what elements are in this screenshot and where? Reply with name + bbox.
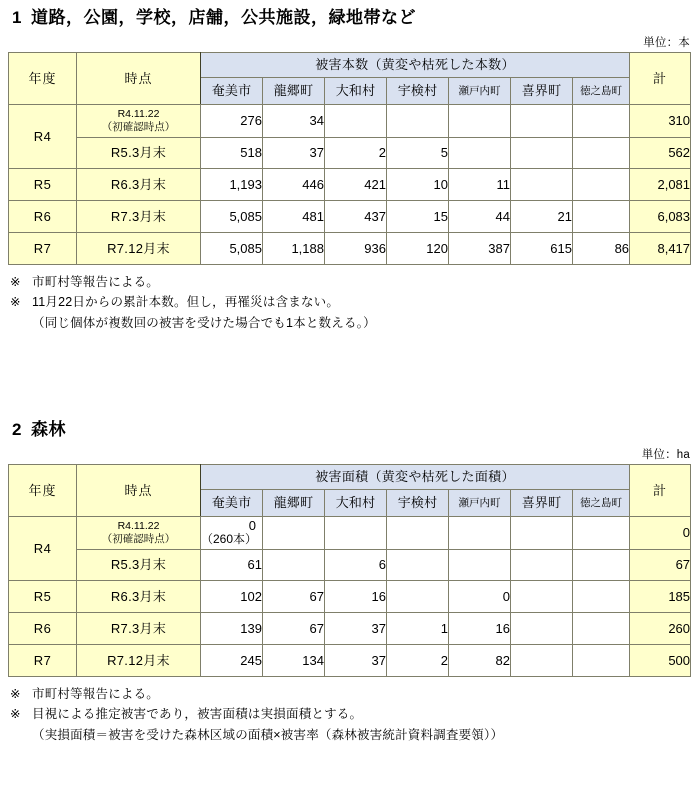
- cell-point: [77, 516, 201, 549]
- note-text: （同じ個体が複数回の被害を受けた場合でも1本と数える。）: [32, 315, 376, 330]
- note-text: （実損面積＝被害を受けた森林区域の面積×被害率（森林被害統計資料調査要領））: [32, 727, 504, 742]
- cell-value: [573, 138, 630, 169]
- col-header-point: 時点: [77, 52, 201, 104]
- section-1-number: 1: [12, 8, 22, 27]
- cell-value: 82: [449, 645, 511, 677]
- col-header-year: 年度: [9, 52, 77, 104]
- cell-total: 260: [630, 613, 691, 645]
- damage-area-table: [8, 464, 691, 677]
- cell-total: 562: [630, 138, 691, 169]
- cell-value: 120: [387, 233, 449, 265]
- cell-value: [449, 550, 511, 581]
- cell-value: 1,188: [263, 233, 325, 265]
- cell-value: 67: [263, 613, 325, 645]
- table-row: [9, 516, 691, 549]
- cell-value: [387, 581, 449, 613]
- cell-year: R4: [9, 516, 77, 580]
- cell-value: [511, 645, 573, 677]
- col-header-municipality-0: 奄美市: [201, 77, 263, 104]
- cell-value: 67: [263, 581, 325, 613]
- col-header-total: 計: [630, 464, 691, 516]
- col-header-municipality-1: 龍郷町: [263, 77, 325, 104]
- cell-value: 15: [387, 201, 449, 233]
- section-2-number: 2: [12, 420, 22, 439]
- cell-value: 421: [325, 169, 387, 201]
- cell-point: R7.12月末: [77, 645, 201, 677]
- note-text: 目視による推定被害であり，被害面積は実損面積とする。: [32, 707, 363, 722]
- table-row: [9, 581, 691, 613]
- cell-value: [573, 104, 630, 137]
- cell-point: R7.3月末: [77, 201, 201, 233]
- cell-total: 0: [630, 516, 691, 549]
- cell-point: R6.3月末: [77, 169, 201, 201]
- cell-value: 44: [449, 201, 511, 233]
- cell-value-subnote: （260本）: [201, 532, 258, 547]
- table-row: [9, 613, 691, 645]
- cell-point-line2: （初確認時点）: [101, 532, 176, 545]
- cell-value: [201, 516, 263, 549]
- cell-year: R5: [9, 169, 77, 201]
- cell-value: 86: [573, 233, 630, 265]
- cell-value: 5,085: [201, 201, 263, 233]
- cell-value: 2: [387, 645, 449, 677]
- cell-total: 500: [630, 645, 691, 677]
- col-header-municipality-6: 徳之島町: [573, 77, 630, 104]
- cell-value: [449, 516, 511, 549]
- table-row: [9, 645, 691, 677]
- col-header-municipality-2: 大和村: [325, 77, 387, 104]
- cell-value: [325, 516, 387, 549]
- cell-value: 2: [325, 138, 387, 169]
- section-forest: [0, 412, 700, 745]
- table-row: [9, 104, 691, 137]
- table-row: [9, 169, 691, 201]
- cell-value: [573, 613, 630, 645]
- cell-value: 134: [263, 645, 325, 677]
- cell-value: 16: [325, 581, 387, 613]
- cell-value: 446: [263, 169, 325, 201]
- cell-value: 61: [201, 550, 263, 581]
- cell-point: R5.3月末: [77, 138, 201, 169]
- cell-value: 5,085: [201, 233, 263, 265]
- cell-year: R6: [9, 201, 77, 233]
- cell-total: 185: [630, 581, 691, 613]
- cell-value: 276: [201, 104, 263, 137]
- cell-value: [573, 516, 630, 549]
- cell-value: 102: [201, 581, 263, 613]
- col-header-group: 被害面積（黄変や枯死した面積）: [201, 464, 630, 489]
- cell-value: 1: [387, 613, 449, 645]
- cell-value: [511, 104, 573, 137]
- cell-point-line1: R4.11.22: [117, 107, 160, 120]
- cell-value: 245: [201, 645, 263, 677]
- section-1-heading: [0, 0, 700, 30]
- note-text: 市町村等報告による。: [32, 687, 160, 702]
- section-1-title: 道路，公園，学校，店舗，公共施設，緑地帯など: [30, 8, 416, 27]
- cell-value: [263, 516, 325, 549]
- cell-value: [573, 581, 630, 613]
- cell-value: [387, 550, 449, 581]
- col-header-municipality-0: 奄美市: [201, 489, 263, 516]
- cell-value: 10: [387, 169, 449, 201]
- cell-total: 310: [630, 104, 691, 137]
- col-header-municipality-4: 瀬戸内町: [449, 489, 511, 516]
- cell-value: [511, 581, 573, 613]
- cell-value: [325, 104, 387, 137]
- cell-point-line1: R4.11.22: [117, 519, 160, 532]
- cell-value: [387, 104, 449, 137]
- col-header-municipality-3: 宇検村: [387, 77, 449, 104]
- cell-value-main: 0: [248, 517, 256, 533]
- cell-value: 518: [201, 138, 263, 169]
- section-2-unit-label: 単位：ha: [641, 448, 690, 461]
- cell-value: 936: [325, 233, 387, 265]
- cell-value: 139: [201, 613, 263, 645]
- col-header-municipality-1: 龍郷町: [263, 489, 325, 516]
- cell-value: 21: [511, 201, 573, 233]
- damage-count-table: [8, 52, 691, 265]
- cell-value: [573, 645, 630, 677]
- cell-value: [387, 516, 449, 549]
- col-header-total: 計: [630, 52, 691, 104]
- cell-point: R6.3月末: [77, 581, 201, 613]
- col-header-municipality-2: 大和村: [325, 489, 387, 516]
- cell-point: R5.3月末: [77, 550, 201, 581]
- cell-point: R7.3月末: [77, 613, 201, 645]
- table-row: [9, 550, 691, 581]
- col-header-point: 時点: [77, 464, 201, 516]
- cell-value: 34: [263, 104, 325, 137]
- note-mark: ※: [10, 275, 21, 290]
- section-roads-parks: [0, 0, 700, 333]
- cell-value: [573, 201, 630, 233]
- cell-value: [449, 104, 511, 137]
- note-text: 市町村等報告による。: [32, 275, 160, 290]
- cell-value: 387: [449, 233, 511, 265]
- cell-value: 615: [511, 233, 573, 265]
- cell-value: [449, 138, 511, 169]
- cell-value: 0: [449, 581, 511, 613]
- cell-value: 437: [325, 201, 387, 233]
- cell-value: 37: [325, 645, 387, 677]
- cell-year: R4: [9, 104, 77, 168]
- cell-point-line2: （初確認時点）: [101, 120, 176, 133]
- col-header-group: 被害本数（黄変や枯死した本数）: [201, 52, 630, 77]
- cell-total: 2,081: [630, 169, 691, 201]
- note-item: [10, 272, 700, 292]
- cell-total: 8,417: [630, 233, 691, 265]
- col-header-municipality-4: 瀬戸内町: [449, 77, 511, 104]
- cell-year: R6: [9, 613, 77, 645]
- cell-year: R7: [9, 645, 77, 677]
- note-item: [10, 684, 700, 704]
- cell-value: 11: [449, 169, 511, 201]
- cell-value: [263, 550, 325, 581]
- cell-value: [573, 169, 630, 201]
- col-header-municipality-3: 宇検村: [387, 489, 449, 516]
- table-row: [9, 233, 691, 265]
- cell-value: [511, 169, 573, 201]
- section-2-notes: [0, 677, 700, 745]
- cell-point: [77, 104, 201, 137]
- cell-point: R7.12月末: [77, 233, 201, 265]
- cell-value: [511, 516, 573, 549]
- cell-value: [511, 613, 573, 645]
- note-item: [10, 313, 700, 333]
- cell-value: 37: [325, 613, 387, 645]
- section-1-notes: [0, 265, 700, 333]
- cell-total: 6,083: [630, 201, 691, 233]
- note-item: [10, 725, 700, 745]
- note-text: 11月22日からの累計本数。但し，再罹災は含まない。: [32, 295, 340, 310]
- section-2-title: 森林: [30, 420, 66, 439]
- section-2-heading: [0, 412, 700, 442]
- table-row: [9, 201, 691, 233]
- cell-value: 16: [449, 613, 511, 645]
- cell-value: [511, 138, 573, 169]
- cell-total: 67: [630, 550, 691, 581]
- cell-value: [573, 550, 630, 581]
- note-mark: ※: [10, 707, 21, 722]
- col-header-year: 年度: [9, 464, 77, 516]
- table-row: [9, 138, 691, 169]
- cell-value: [511, 550, 573, 581]
- cell-value: 1,193: [201, 169, 263, 201]
- col-header-municipality-5: 喜界町: [511, 77, 573, 104]
- note-mark: ※: [10, 295, 21, 310]
- cell-value: 5: [387, 138, 449, 169]
- cell-value: 6: [325, 550, 387, 581]
- cell-value: 37: [263, 138, 325, 169]
- cell-year: R5: [9, 581, 77, 613]
- note-mark: ※: [10, 687, 21, 702]
- col-header-municipality-5: 喜界町: [511, 489, 573, 516]
- section-1-unit-label: 単位：本: [643, 36, 690, 49]
- cell-year: R7: [9, 233, 77, 265]
- col-header-municipality-6: 徳之島町: [573, 489, 630, 516]
- note-item: [10, 292, 700, 312]
- cell-value: 481: [263, 201, 325, 233]
- note-item: [10, 704, 700, 724]
